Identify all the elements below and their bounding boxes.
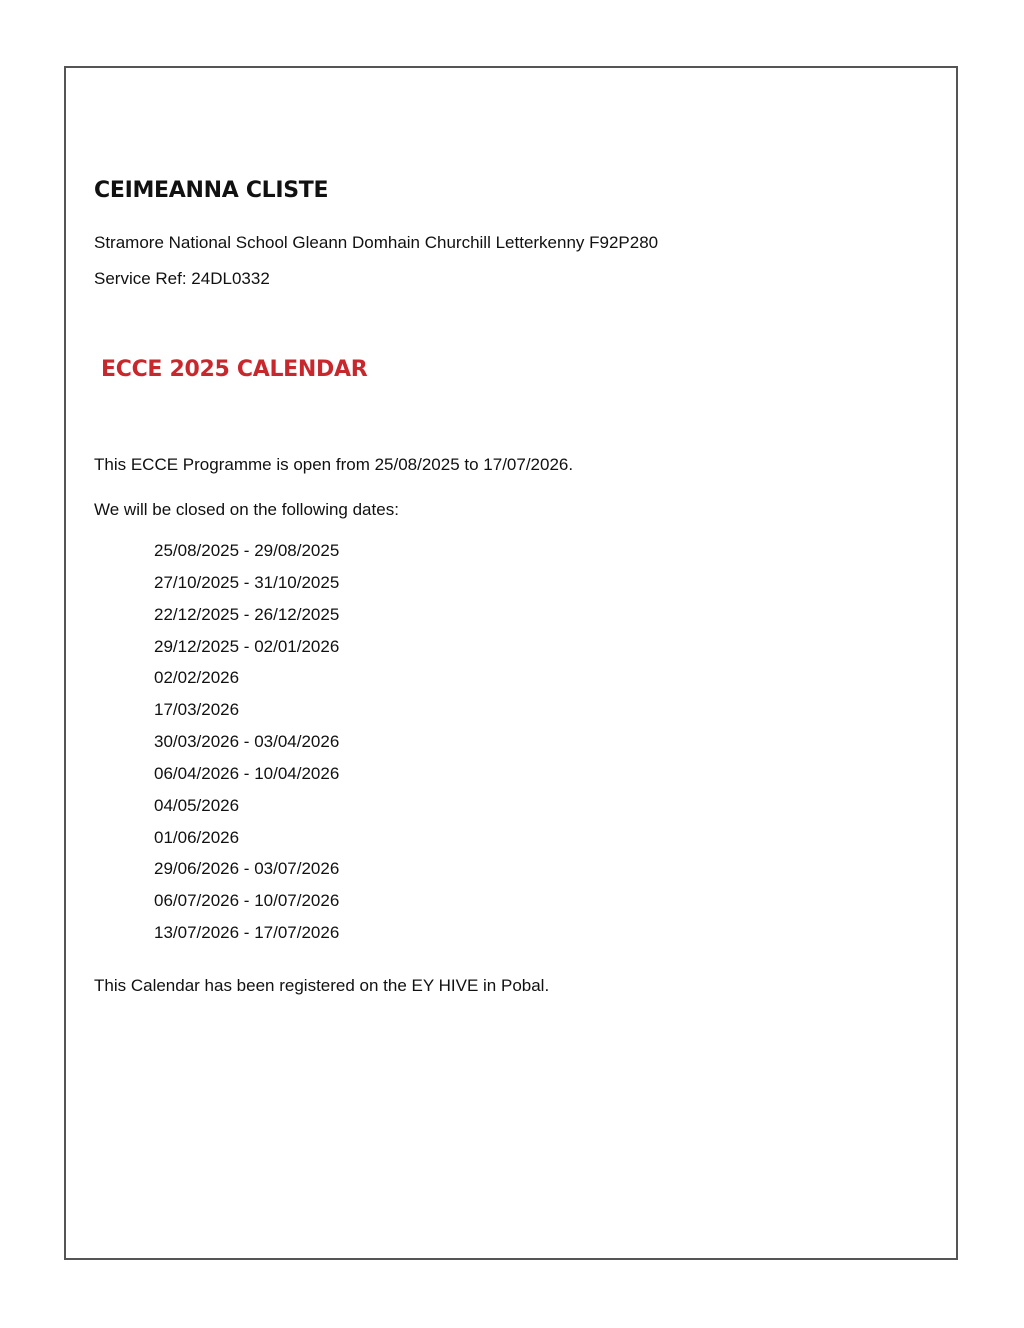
closed-date-item: 13/07/2026 - 17/07/2026 xyxy=(154,923,340,943)
closed-date-item: 27/10/2025 - 31/10/2025 xyxy=(154,572,340,592)
closed-date-item: 04/05/2026 xyxy=(154,795,240,815)
registration-note: This Calendar has been registered on the EY HIVE in Pobal. xyxy=(94,976,550,995)
closed-date-item: 17/03/2026 xyxy=(154,700,240,720)
programme-dates-text: This ECCE Programme is open from 25/08/2025 to 17/07/2026. xyxy=(94,455,574,474)
closed-date-item: 29/06/2026 - 03/07/2026 xyxy=(154,859,340,879)
closed-date-item: 06/07/2026 - 10/07/2026 xyxy=(154,891,340,911)
service-reference: Service Ref: 24DL0332 xyxy=(94,269,270,288)
closed-date-item: 01/06/2026 xyxy=(154,827,240,847)
calendar-title: ECCE 2025 CALENDAR xyxy=(101,357,368,382)
organization-name: CEIMEANNA CLISTE xyxy=(94,178,329,203)
closed-date-item: 02/02/2026 xyxy=(154,668,240,688)
closed-date-item: 22/12/2025 - 26/12/2025 xyxy=(154,604,340,624)
closed-date-item: 29/12/2025 - 02/01/2026 xyxy=(154,636,340,656)
closed-dates-intro: We will be closed on the following dates: xyxy=(94,500,399,519)
closed-date-item: 25/08/2025 - 29/08/2025 xyxy=(154,541,340,560)
closed-date-item: 30/03/2026 - 03/04/2026 xyxy=(154,732,340,752)
closed-date-item: 06/04/2026 - 10/04/2026 xyxy=(154,763,340,783)
service-address: Stramore National School Gleann Domhain Churchill Letterkenny F92P280 xyxy=(94,233,659,252)
closed-dates-list xyxy=(154,541,339,955)
